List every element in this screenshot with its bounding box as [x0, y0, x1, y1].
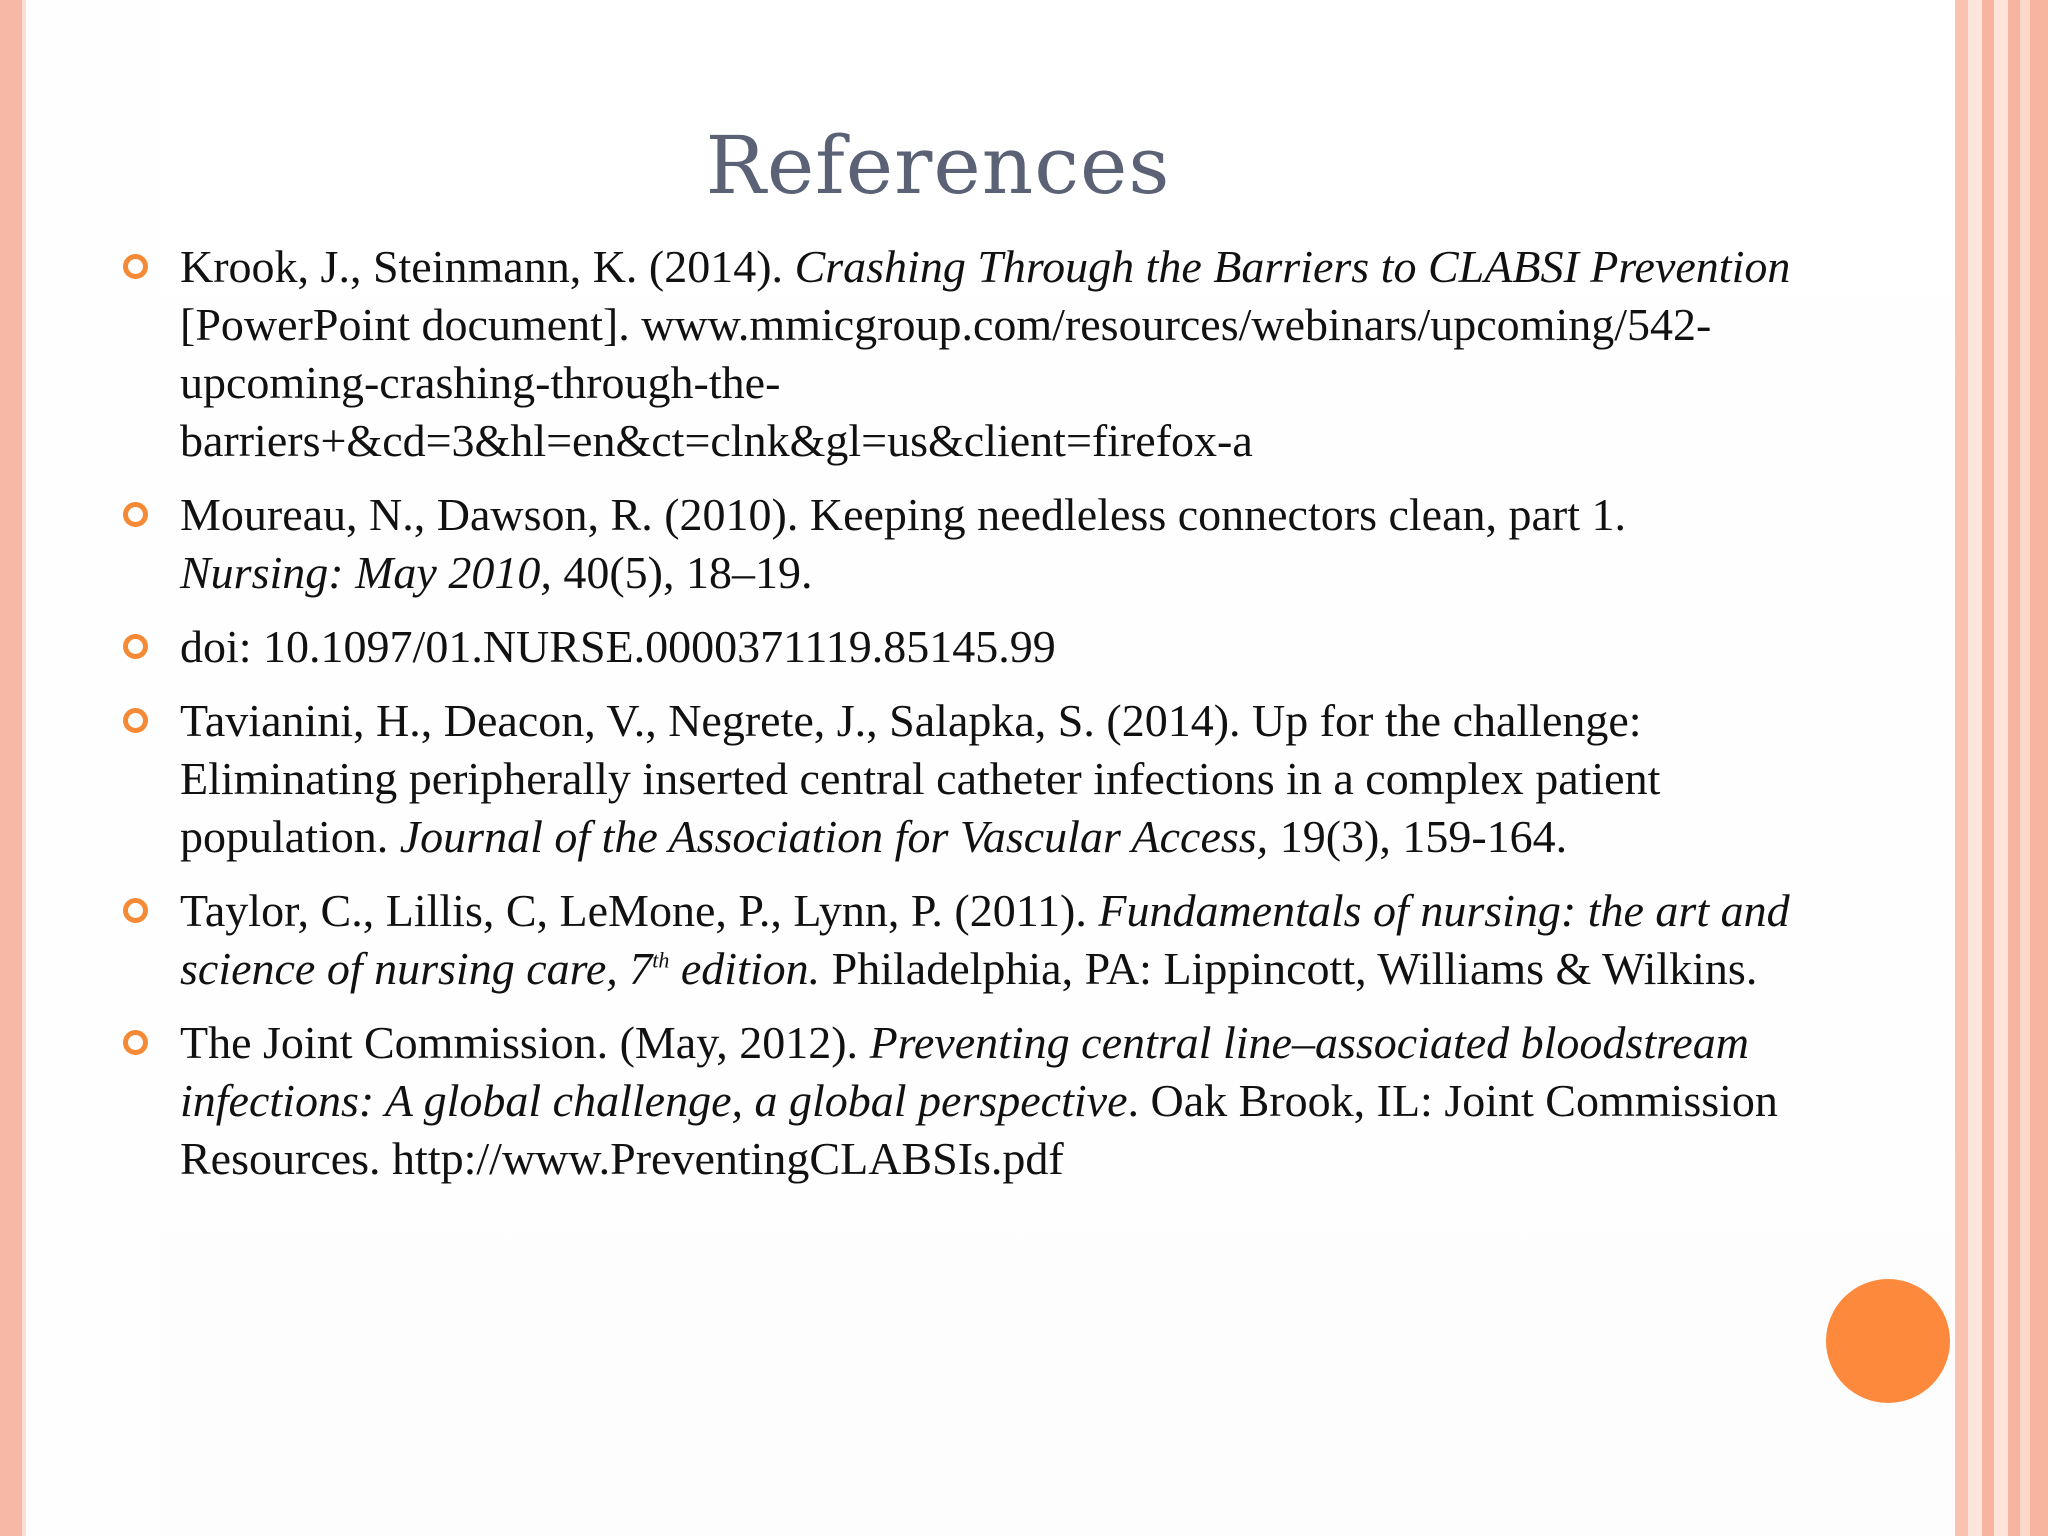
left-border-stripe	[0, 0, 22, 1536]
reference-title-italic: Crashing Through the Barriers to CLABSI Prevention	[794, 241, 1791, 292]
reference-title-italic: Journal of the Association for Vascular Access,	[399, 811, 1269, 862]
reference-text	[180, 238, 1800, 470]
reference-text	[180, 1014, 1800, 1188]
reference-title-italic: Fundamentals of nursing: the art and science of nursing care, 7	[180, 885, 1790, 994]
reference-segment: The Joint Commission. (May, 2012).	[180, 1017, 870, 1068]
right-border-stripe	[1968, 0, 1982, 1536]
bullet-icon	[123, 898, 148, 923]
reference-segment: Tavianini, H., Deacon, V., Negrete, J., Salapka, S. (2014). Up for the challenge: Eliminating peripherally inserted central catheter infections in a complex patient population.	[180, 695, 1661, 862]
reference-text	[180, 692, 1800, 866]
reference-item	[120, 1014, 1800, 1188]
right-border-stripe	[1994, 0, 2008, 1536]
reference-item	[120, 486, 1800, 602]
reference-title-italic: Nursing: May 2010,	[180, 547, 552, 598]
reference-segment: Krook, J., Steinmann, K. (2014).	[180, 241, 795, 292]
reference-segment: [PowerPoint document]. www.mmicgroup.com/resources/webinars/upcoming/542-upcoming-crashing-through-the-barriers+&cd=3&hl=en&ct=clnk&gl=us&client=firefox-a	[180, 299, 1712, 466]
reference-text	[180, 486, 1800, 602]
reference-text	[180, 882, 1800, 998]
right-border-stripe	[2020, 0, 2030, 1536]
right-border-stripe	[1982, 0, 1994, 1536]
left-border-inner-stripe	[22, 0, 26, 1536]
reference-segment: doi: 10.1097/01.NURSE.0000371119.85145.99	[180, 621, 1056, 672]
reference-segment: 40(5), 18–19.	[551, 547, 813, 598]
bullet-icon	[123, 254, 148, 279]
decorative-orange-circle	[1826, 1279, 1950, 1403]
reference-item	[120, 618, 1800, 676]
reference-segment: Moureau, N., Dawson, R. (2010). Keeping needleless connectors clean, part 1.	[180, 489, 1627, 540]
right-border-stripe	[1955, 0, 1968, 1536]
reference-text	[180, 618, 1800, 676]
reference-item	[120, 692, 1800, 866]
reference-item	[120, 238, 1800, 470]
reference-title-italic: edition.	[669, 943, 821, 994]
reference-segment: 19(3), 159-164.	[1268, 811, 1568, 862]
reference-title-italic: Preventing central line–associated bloodstream infections: A global challenge, a global perspective	[180, 1017, 1749, 1126]
bullet-icon	[123, 1030, 148, 1055]
slide-title: References	[705, 119, 1171, 212]
reference-segment: Taylor, C., Lillis, C, LeMone, P., Lynn, P. (2011).	[180, 885, 1099, 936]
bullet-icon	[123, 634, 148, 659]
reference-list	[120, 238, 1800, 1204]
reference-segment: Philadelphia, PA: Lippincott, Williams & Wilkins.	[820, 943, 1758, 994]
bullet-icon	[123, 502, 148, 527]
reference-segment: . Oak Brook, IL: Joint Commission Resources. http://www.PreventingCLABSIs.pdf	[180, 1075, 1778, 1184]
reference-item	[120, 882, 1800, 998]
reference-superscript: th	[652, 947, 670, 973]
bullet-icon	[123, 708, 148, 733]
